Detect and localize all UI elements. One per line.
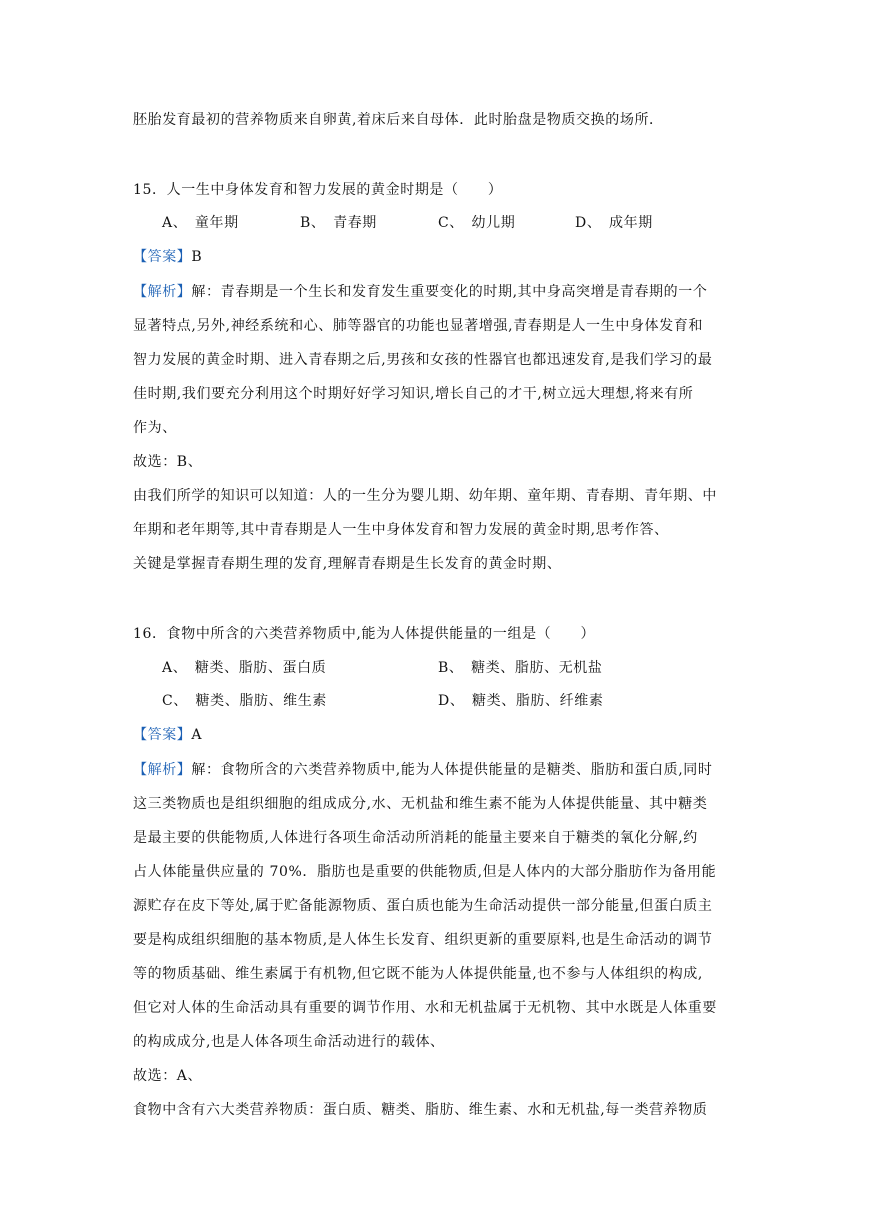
answer-tag: 【答案】 bbox=[133, 249, 192, 265]
q16-option-c: C、 糖类、脂肪、维生素 bbox=[162, 693, 327, 709]
q16-analysis-line: 等的物质基础、维生素属于有机物,但它既不能为人体提供能量,也不参与人体组织的构成, bbox=[133, 966, 703, 982]
q16-option-b: B、 糖类、脂肪、无机盐 bbox=[438, 660, 603, 676]
q16-analysis-line bbox=[133, 760, 713, 780]
q15-analysis-line: 作为、 bbox=[133, 420, 177, 436]
answer-tag: 【答案】 bbox=[133, 727, 192, 743]
q15-analysis-line bbox=[133, 282, 707, 302]
q16-analysis-line: 但它对人体的生命活动具有重要的调节作用、水和无机盐属于无机物、其中水既是人体重要 bbox=[133, 1000, 717, 1016]
q15-analysis-line: 由我们所学的知识可以知道：人的一生分为婴儿期、幼年期、童年期、青春期、青年期、中 bbox=[133, 488, 717, 504]
q15-choice-line: 故选：B、 bbox=[133, 454, 203, 470]
q15-analysis-line: 关键是掌握青春期生理的发育,理解青春期是生长发育的黄金时期、 bbox=[133, 556, 562, 572]
q16-analysis-line: 要是构成组织细胞的基本物质,是人体生长发育、组织更新的重要原料,也是生命活动的调节 bbox=[133, 932, 713, 948]
answer-value: B bbox=[191, 249, 203, 265]
q15-option-d: D、 成年期 bbox=[575, 215, 653, 231]
q16-analysis-line: 源贮存在皮下等处,属于贮备能源物质、蛋白质也能为生命活动提供一部分能量,但蛋白质主 bbox=[133, 898, 713, 914]
q15-option-c: C、 幼儿期 bbox=[438, 215, 516, 231]
analysis-tag: 【解析】 bbox=[133, 762, 192, 778]
q16-option-d: D、 糖类、脂肪、纤维素 bbox=[438, 693, 604, 709]
q16-analysis-line: 的构成成分,也是人体各项生命活动进行的载体、 bbox=[133, 1034, 445, 1050]
q16-analysis-line: 食物中含有六大类营养物质：蛋白质、糖类、脂肪、维生素、水和无机盐,每一类营养物质 bbox=[133, 1102, 708, 1118]
q16-analysis-line: 这三类物质也是组织细胞的组成成分,水、无机盐和维生素不能为人体提供能量、其中糖类 bbox=[133, 796, 708, 812]
q16-choice-line: 故选：A、 bbox=[133, 1068, 203, 1084]
analysis-text: 解：青春期是一个生长和发育发生重要变化的时期,其中身高突增是青春期的一个 bbox=[191, 284, 708, 300]
q16-analysis-line: 是最主要的供能物质,人体进行各项生命活动所消耗的能量主要来自于糖类的氧化分解,约 bbox=[133, 830, 698, 846]
analysis-text: 解：食物所含的六类营养物质中,能为人体提供能量的是糖类、脂肪和蛋白质,同时 bbox=[191, 762, 713, 778]
q15-answer bbox=[133, 247, 202, 267]
q15-analysis-line: 年期和老年期等,其中青春期是人一生中身体发育和智力发展的黄金时期,思考作答、 bbox=[133, 522, 669, 538]
answer-value: A bbox=[191, 727, 203, 743]
q15-analysis-line: 显著特点,另外,神经系统和心、肺等器官的功能也显著增强,青春期是人一生中身体发育和 bbox=[133, 318, 703, 334]
q16-stem: 16．食物中所含的六类营养物质中,能为人体提供能量的一组是（ ） bbox=[133, 626, 596, 642]
q15-analysis-line: 佳时期,我们要充分利用这个时期好好学习知识,增长自己的才干,树立远大理想,将来有所 bbox=[133, 386, 694, 402]
q16-option-a: A、 糖类、脂肪、蛋白质 bbox=[162, 660, 327, 676]
q15-analysis-line: 智力发展的黄金时期、进入青春期之后,男孩和女孩的性器官也都迅速发育,是我们学习的最 bbox=[133, 352, 713, 368]
q15-option-a: A、 童年期 bbox=[162, 215, 239, 231]
q16-answer bbox=[133, 725, 202, 745]
intro-text: 胚胎发育最初的营养物质来自卵黄,着床后来自母体．此时胎盘是物质交换的场所． bbox=[133, 112, 664, 128]
q15-option-b: B、 青春期 bbox=[300, 215, 377, 231]
q15-stem: 15．人一生中身体发育和智力发展的黄金时期是（ ） bbox=[133, 182, 503, 198]
analysis-tag: 【解析】 bbox=[133, 284, 192, 300]
q16-analysis-line: 占人体能量供应量的 70%．脂肪也是重要的供能物质,但是人体内的大部分脂肪作为备用能 bbox=[133, 864, 717, 880]
